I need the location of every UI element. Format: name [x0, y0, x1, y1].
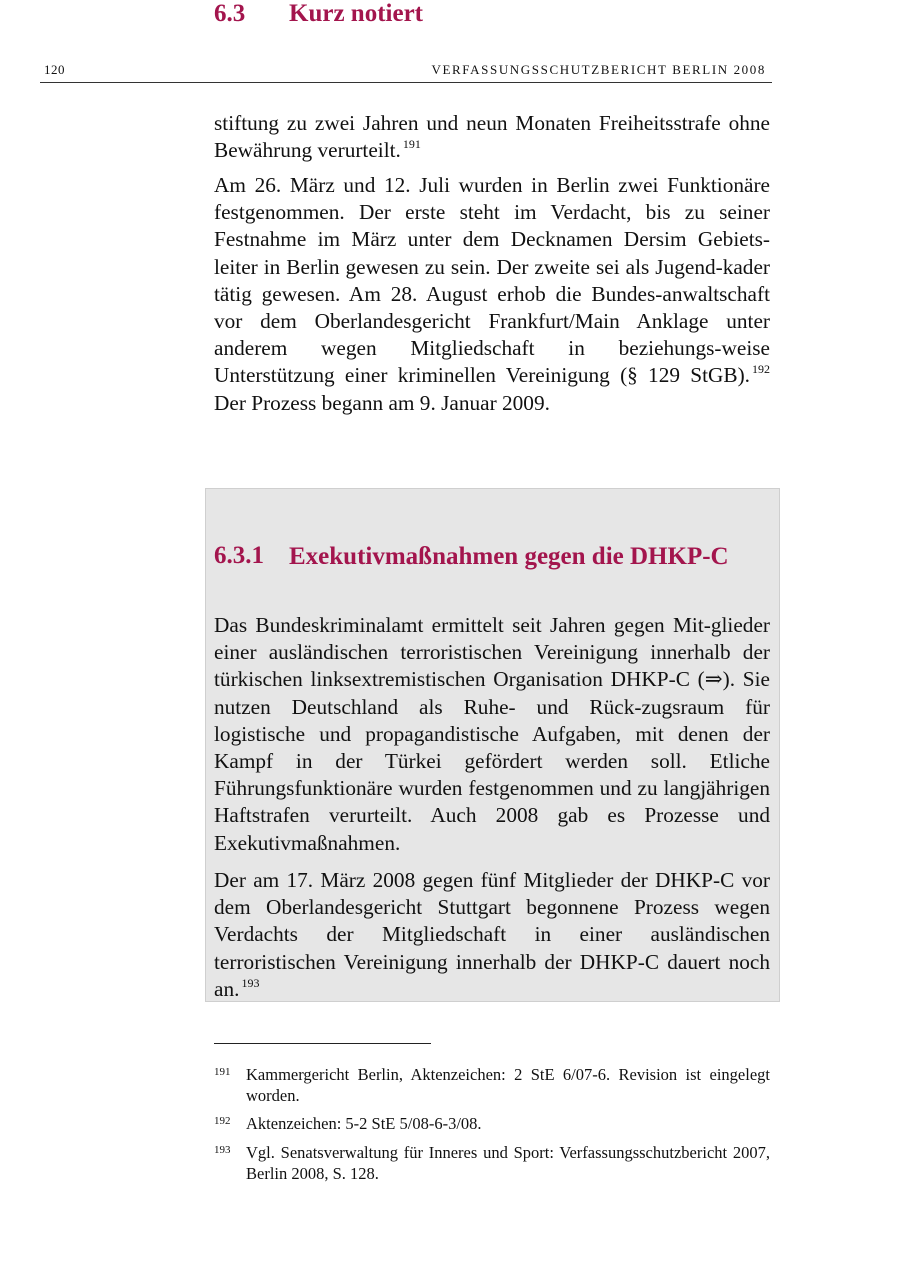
body-paragraph-2 [214, 172, 770, 417]
paragraph-text-continued: Der Prozess begann am 9. Januar 2009. [214, 390, 550, 415]
footnote-191 [214, 1064, 770, 1106]
footnote-192 [214, 1113, 770, 1134]
footnote-ref-193[interactable]: 193 [241, 975, 260, 990]
subsection-number: 6.3.1 [214, 542, 264, 569]
page-number: 120 [44, 62, 65, 77]
paragraph-text: Am 26. März und 12. Juli wurden in Berlin zwei Funktionäre festgenommen. Der erste steht im Verdacht, bis zu seiner Festnahme im März unter dem Decknamen Dersim Gebiets-leiter in Berlin gewesen zu sein. Der zweite sei als Jugend-kader tätig gewesen. Am 28. August erhob die Bundes-anwaltschaft vor dem Oberlandesgericht Frankfurt/Main Anklage unter anderem wegen Mitgliedschaft in beziehungs-weise Unterstützung einer kriminellen Vereinigung (§ 129 StGB). [214, 173, 770, 388]
running-title: VERFASSUNGSSCHUTZBERICHT BERLIN 2008 [431, 62, 766, 77]
footnote-mark: 193 [214, 1144, 231, 1156]
footnote-text: Vgl. Senatsverwaltung für Inneres und Sport: Verfassungsschutzbericht 2007, Berlin 2008, S. 128. [246, 1143, 770, 1183]
footnote-ref-191[interactable]: 191 [402, 137, 421, 152]
box-paragraph-1 [214, 612, 770, 857]
page-header [40, 62, 772, 83]
footnote-193 [214, 1142, 770, 1184]
footnote-mark: 192 [214, 1115, 231, 1127]
box-paragraph-2 [214, 867, 770, 1003]
paragraph-text: stiftung zu zwei Jahren und neun Monaten Freiheitsstrafe ohne Bewährung verurteilt. [214, 111, 770, 163]
paragraph-text: Das Bundeskriminalamt ermittelt seit Jahren gegen Mit-glieder einer ausländischen terroristischen Vereinigung innerhalb der türkischen linksextremistischen Organisation DHKP-C (⇒). Sie nutzen Deutschland als Ruhe- und Rück-zugsraum für logistische und propagandistische Aufgaben, mit denen der Kampf in der Türkei gefördert werden soll. Etliche Führungsfunktionäre wurden festgenommen und zu langjährigen Haftstrafen verurteilt. Auch 2008 gab es Prozesse und Exekutivmaßnahmen. [214, 613, 770, 855]
footnote-text: Aktenzeichen: 5-2 StE 5/08-6-3/08. [246, 1114, 482, 1133]
footnote-ref-192[interactable]: 192 [752, 362, 770, 377]
footnote-text: Kammergericht Berlin, Aktenzeichen: 2 StE 6/07-6. Revision ist eingelegt worden. [246, 1065, 770, 1105]
footnote-divider [214, 1043, 431, 1044]
section-title: Kurz notiert [289, 0, 423, 27]
body-paragraph-1 [214, 110, 770, 164]
section-number: 6.3 [214, 0, 246, 27]
paragraph-text: Der am 17. März 2008 gegen fünf Mitglieder der DHKP-C vor dem Oberlandesgericht Stuttgart begonnene Prozess wegen Verdachts der Mitgliedschaft in einer ausländischen terroristischen Vereinigung innerhalb der DHKP-C dauert noch an. [214, 868, 770, 1001]
subsection-title: Exekutivmaßnahmen gegen die DHKP-C [289, 543, 729, 570]
footnote-mark: 191 [214, 1066, 231, 1078]
